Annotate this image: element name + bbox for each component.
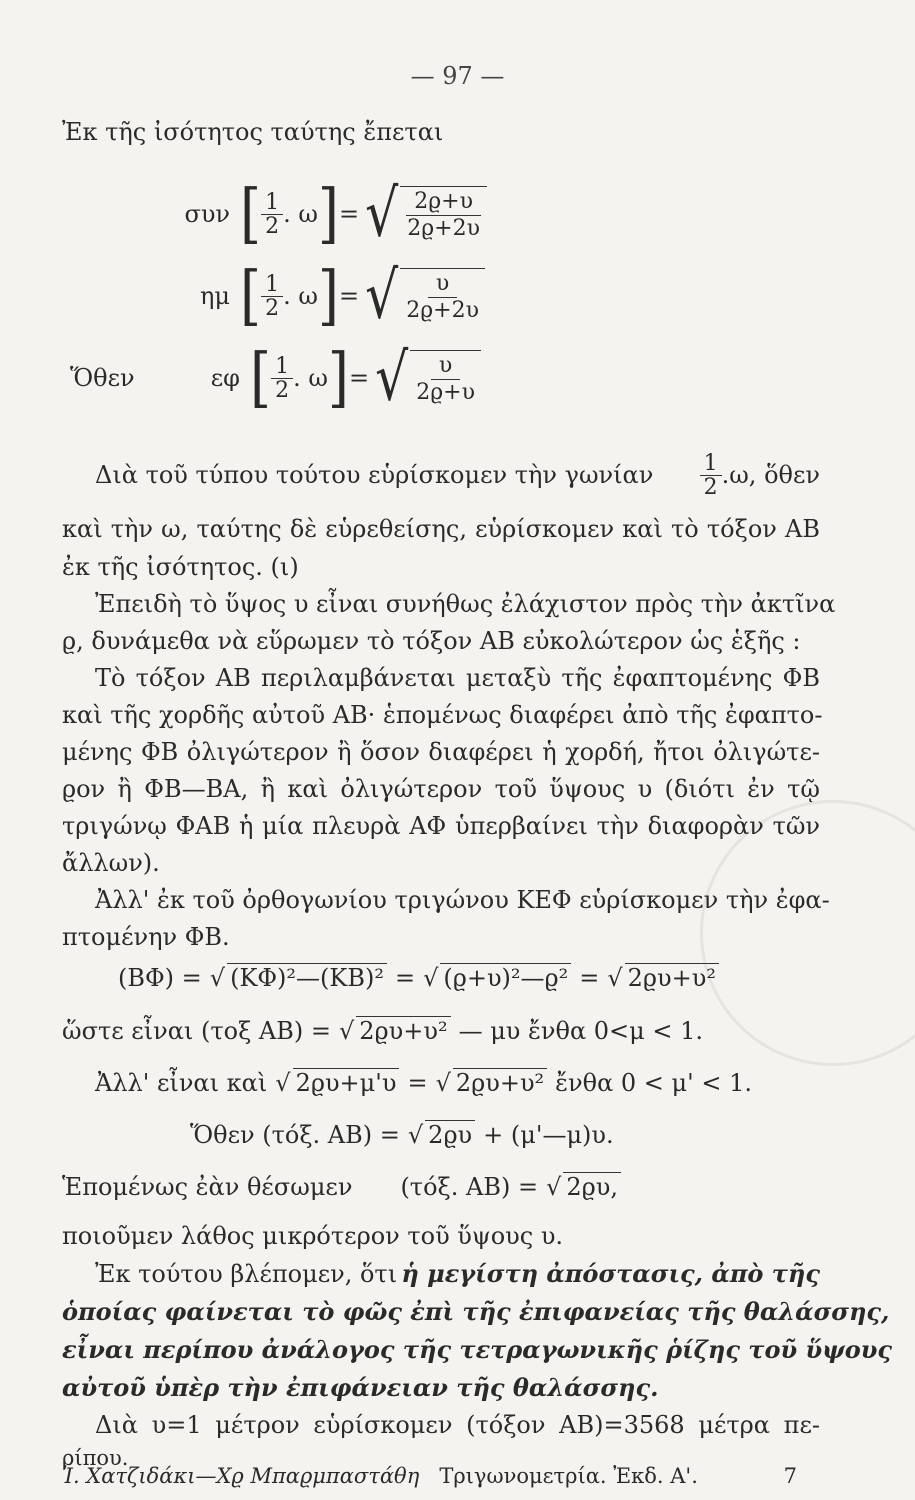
- footer-authors: Ἰ. Χατζιδάκι—Χϱ Μπαϱμπαστάθη: [62, 1464, 420, 1488]
- page-footer: [62, 1464, 797, 1488]
- root-fraction: υ 2ϱ+2υ: [400, 268, 485, 325]
- paragraph-3-line-6: ἄλλων).: [62, 849, 160, 877]
- inline-fraction: $\frac{1}{2}$: [700, 452, 722, 499]
- paragraph-1-line-3: ἐκ τῆς ἰσότητος. (ι): [62, 553, 299, 581]
- equation-arc-2: Ἀλλ' εἶναι καὶ √ 2ϱυ+μ'υ = √ 2ϱυ+υ² ἔνθα 0 < μ' < 1.: [95, 1068, 753, 1097]
- paragraph-6-line-4: αὐτοῦ ὑπὲρ τὴν ἐπιφάνειαν τῆς θαλάσσης.: [62, 1373, 659, 1402]
- paragraph-1-line-1: Διὰ τοῦ τύπου τούτου εὑρίσκομεν τὴν γωνίαν $\frac{1}{2}$ .ω, ὅθεν: [95, 451, 820, 501]
- sqrt-icon: √: [365, 176, 399, 252]
- paragraph-5: ποιοῦμεν λάθος μικρότερον τοῦ ὕψους υ.: [62, 1222, 564, 1250]
- paragraph-3-line-5: τριγώνῳ ΦΑΒ ἡ μία πλευρὰ ΑΦ ὑπερβαίνει τὴν διαφορὰν τῶν: [62, 812, 820, 840]
- equation-tan: Ὅθεν εφ [ $\frac{1}{2}$ . ω ] = √ υ 2ϱ+υ: [70, 350, 481, 407]
- equation-arc-4: Ἑπομένως ἐὰν θέσωμεν (τόξ. ΑΒ) = √ 2ϱυ,: [62, 1172, 621, 1201]
- paragraph-4-line-2: πτομένην ΦΒ.: [62, 923, 230, 951]
- paragraph-3-line-4: ϱον ἢ ΦΒ—ΒΑ, ἢ καὶ ὀλιγώτερον τοῦ ὕψους υ (διότι ἐν τῷ: [62, 775, 820, 803]
- paragraph-3-line-1: Τὸ τόξον ΑΒ περιλαμβάνεται μεταξὺ τῆς ἐφαπτομένης ΦΒ: [95, 664, 820, 692]
- paragraph-6-line-1: Ἐκ τούτου βλέπομεν, ὅτι ἡ μεγίστη ἀπόστασις, ἀπὸ τῆς: [95, 1259, 820, 1288]
- equation-bf: (ΒΦ) = √ (ΚΦ)²—(ΚΒ)² = √ (ϱ+υ)²—ϱ² = √ 2ϱυ+υ²: [118, 963, 719, 992]
- paragraph-2-line-1: Ἐπειδὴ τὸ ὕψος υ εἶναι συνήθως ἐλάχιστον πρὸς τὴν ἀκτῖνα: [95, 590, 836, 618]
- equation-arc-3: Ὅθεν (τόξ. ΑΒ) = √ 2ϱυ + (μ'—μ)υ.: [190, 1120, 614, 1149]
- eq-fn: εφ: [210, 364, 240, 393]
- equation-sin: ημ [ $\frac{1}{2}$ . ω ] = √ υ 2ϱ+2υ: [150, 268, 485, 325]
- eq-fn: συν: [184, 200, 230, 229]
- sqrt-icon: √: [365, 258, 399, 334]
- paragraph-2-line-2: ϱ, δυνάμεθα νὰ εὕρωμεν τὸ τόξον ΑΒ εὐκολώτερον ὡς ἑξῆς :: [62, 627, 801, 655]
- page-number: — 97 —: [410, 62, 505, 90]
- intro-line: Ἐκ τῆς ἰσότητος ταύτης ἔπεται: [62, 118, 444, 146]
- eq-fraction: $\frac{1}{2}$: [271, 355, 293, 402]
- paragraph-6-line-2: ὁποίας φαίνεται τὸ φῶς ἐπὶ τῆς ἐπιφανείας τῆς θαλάσσης,: [62, 1297, 890, 1326]
- equation-cos: συν [ $\frac{1}{2}$ . ω ] = √ 2ϱ+υ 2ϱ+2υ: [150, 186, 487, 243]
- footer-title: Τριγωνομετρία. Ἐκδ. Α'.: [439, 1464, 698, 1488]
- eq-fraction: $\frac{1}{2}$: [261, 191, 283, 238]
- eq-fraction: $\frac{1}{2}$: [261, 273, 283, 320]
- paragraph-6-line-3: εἶναι περίπου ἀνάλογος τῆς τετραγωνικῆς ῥίζης τοῦ ὕψους: [62, 1335, 892, 1364]
- root-fraction: υ 2ϱ+υ: [410, 350, 481, 407]
- paragraph-7-line-1: Διὰ υ=1 μέτρον εὑρίσκομεν (τόξον ΑΒ)=3568 μέτρα πε-: [95, 1411, 820, 1439]
- paragraph-1-line-2: καὶ τὴν ω, ταύτης δὲ εὑρεθείσης, εὑρίσκομεν καὶ τὸ τόξον ΑΒ: [62, 515, 820, 543]
- paragraph-3-line-2: καὶ τῆς χορδῆς αὐτοῦ ΑΒ· ἑπομένως διαφέρει ἀπὸ τῆς ἐφαπτο-: [62, 701, 823, 729]
- sqrt-icon: √: [375, 340, 409, 416]
- paragraph-3-line-3: μένης ΦΒ ὀλιγώτερον ἢ ὅσον διαφέρει ἡ χορδή, ἤτοι ὀλιγώτε-: [62, 738, 820, 766]
- footer-signature: 7: [783, 1464, 797, 1488]
- paragraph-7-line-2: ρίπου.: [62, 1446, 129, 1470]
- equation-arc-1: ὥστε εἶναι (τοξ ΑΒ) = √ 2ϱυ+υ² — μυ ἔνθα 0<μ < 1.: [62, 1016, 704, 1045]
- root-fraction: 2ϱ+υ 2ϱ+2υ: [400, 186, 487, 243]
- eq-fn: ημ: [200, 282, 230, 311]
- paragraph-4-line-1: Ἀλλ' ἐκ τοῦ ὀρθογωνίου τριγώνου ΚΕΦ εὑρίσκομεν τὴν ἐφα-: [95, 886, 830, 914]
- eq-label: Ὅθεν: [70, 364, 135, 393]
